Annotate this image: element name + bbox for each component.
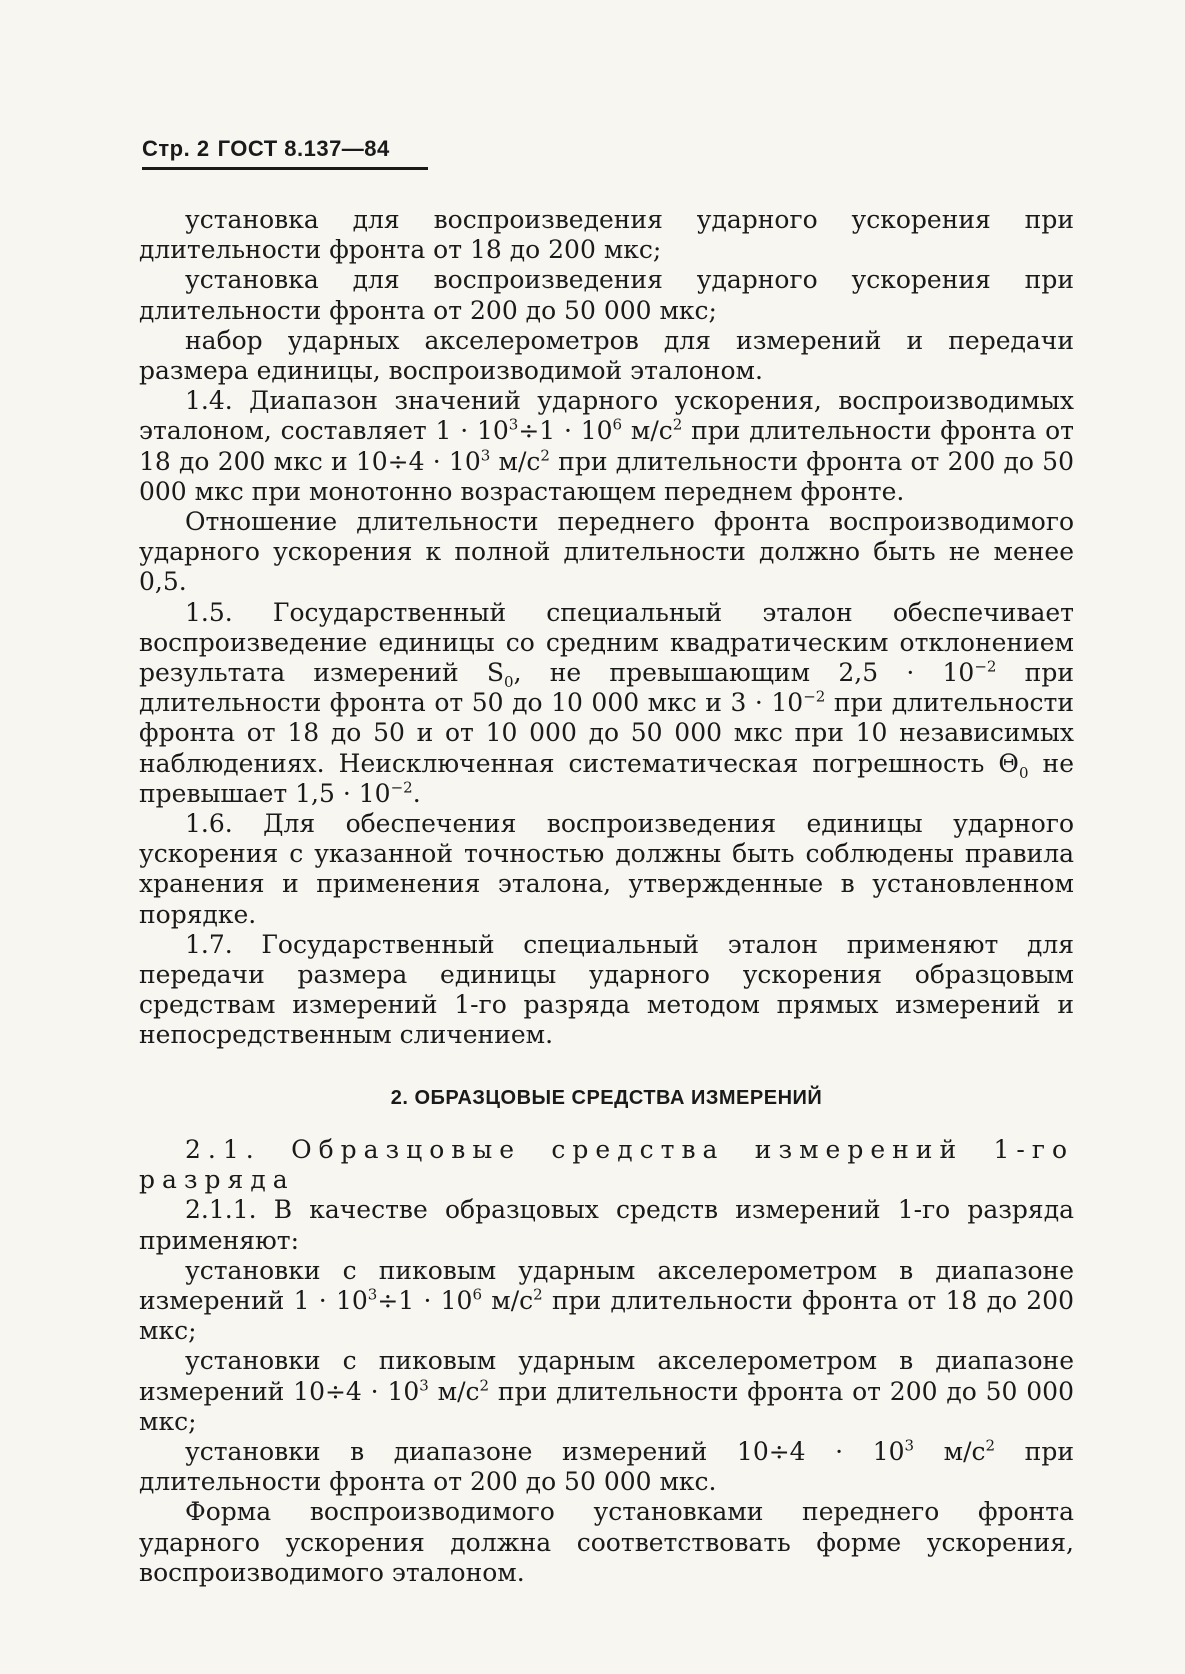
paragraph: Отношение длительности переднего фронта воспроизводимого ударного ускорения к полной длительности должно быть не менее 0,5. (139, 507, 1074, 597)
paragraph: установка для воспроизведения ударного ускорения при длительности фронта от 200 до 50 000 мкс; (139, 265, 1074, 325)
document-code: ГОСТ 8.137—84 (217, 136, 390, 161)
list-item: установки в диапазоне измерений $10\div 4 \cdot 10^3$ $м/с^2$ при длительности фронта от 200 до 50 000 мкс. (139, 1436, 1075, 1497)
list-item: установки с пиковым ударным акселерометром в диапазоне измерений $1 \cdot 10^3\div 1 \cdot 10^6$ $м/с^2$ при длительности фронта от 18 до 200 мкс; (139, 1255, 1074, 1346)
section-title: 2. ОБРАЗЦОВЫЕ СРЕДСТВА ИЗМЕРЕНИЙ (390, 1086, 823, 1109)
clause-1-6: 1.6. Для обеспечения воспроизведения единицы ударного ускорения с указанной точностью должны быть соблюдены правила хранения и применения эталона, утвержденные в установленном порядке. (139, 809, 1074, 929)
paragraph: Форма воспроизводимого установками переднего фронта ударного ускорения должна соответствовать форме ускорения, воспроизводимого эталоном. (139, 1497, 1074, 1587)
clause-1-7: 1.7. Государственный специальный эталон применяют для передачи размера единицы ударного ускорения образцовым средствам измерений 1-го разряда методом прямых измерений и непосредственным сличением. (139, 929, 1074, 1050)
clause-2-1-1: 2.1.1. В качестве образцовых средств измерений 1-го разряда применяют: (139, 1195, 1074, 1255)
paragraph: установка для воспроизведения ударного ускорения при длительности фронта от 18 до 200 мкс; (139, 205, 1074, 265)
clause-1-4: 1.4. Диапазон значений ударного ускорения, воспроизводимых эталоном, составляет $1 \cdot 10^3\div 1 \cdot 10^6$ $м/с^2$ при длительности фронта от 18 до 200 мкс и $10\div 4 \cdot 10^3$ $м/с^2$ при длительности фронта от 200 до 50 000 мкс при монотонно возрастающем переднем фронте. (139, 386, 1074, 506)
clause-1-5: 1.5. Государственный специальный эталон обеспечивает воспроизведение единицы со средним квадратическим отклонением результата измерений $S_0$, не превышающим $2,5 \cdot 10^{-2}$ при длительности фронта от 50 до 10 000 мкс и $3 \cdot 10^{-2}$ при длительности фронта от 18 до 50 и от 10 000 до 50 000 мкс при 10 независимых наблюдениях. Неисключенная систематическая погрешность $\Theta_0$ не превышает $1,5 \cdot 10^{-2}$. (139, 597, 1074, 808)
list-item: установки с пиковым ударным акселерометром в диапазоне измерений $10\div 4 \cdot 10^3$ $м/с^2$ при длительности фронта от 200 до 50 000 мкс; (139, 1346, 1074, 1436)
page-header (142, 136, 390, 162)
paragraph: набор ударных акселерометров для измерений и передачи размера единицы, воспроизводимой эталоном. (139, 325, 1074, 386)
header-rule (142, 167, 428, 170)
subsection-2-1: 2.1. Образцовые средства измерений 1-го разряда (139, 1134, 1074, 1195)
page-number: Стр. 2 (142, 136, 210, 161)
document-body (139, 205, 1074, 1588)
